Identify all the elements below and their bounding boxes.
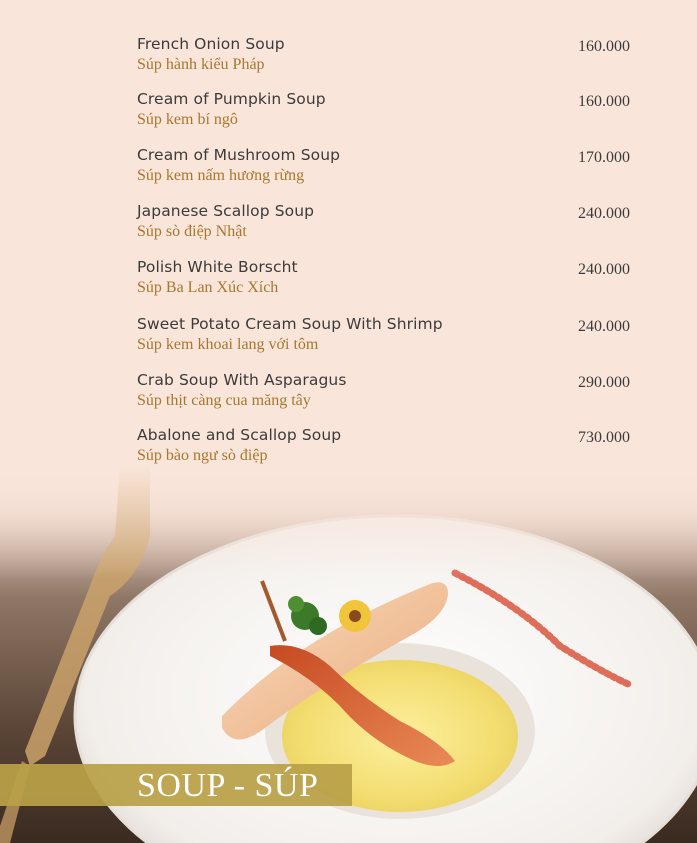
dish-name-vietnamese: Súp kem nấm hương rừng: [137, 167, 305, 184]
dish-price: 240.000: [578, 318, 630, 335]
dish-name-english: Sweet Potato Cream Soup With Shrimp: [137, 315, 443, 333]
section-title: SOUP - SÚP: [137, 767, 319, 804]
dish-name-english: Abalone and Scallop Soup: [137, 426, 342, 444]
menu-item: [0, 146, 697, 196]
menu-item: [0, 90, 697, 140]
dish-name-english: Cream of Pumpkin Soup: [137, 90, 326, 108]
dish-name-english: Crab Soup With Asparagus: [137, 371, 347, 389]
menu-item: [0, 371, 697, 421]
dish-name-vietnamese: Súp sò điệp Nhật: [137, 223, 247, 240]
dish-name-vietnamese: Súp kem khoai lang với tôm: [137, 336, 319, 353]
dish-price: 170.000: [578, 149, 630, 166]
dish-price: 160.000: [578, 38, 630, 55]
dish-name-vietnamese: Súp kem bí ngô: [137, 111, 238, 128]
dish-name-english: Polish White Borscht: [137, 258, 298, 276]
dish-name-vietnamese: Súp Ba Lan Xúc Xích: [137, 279, 279, 296]
dish-name-vietnamese: Súp bào ngư sò điệp: [137, 447, 268, 464]
dish-price: 240.000: [578, 205, 630, 222]
menu-item: [0, 202, 697, 252]
dish-price: 160.000: [578, 93, 630, 110]
dish-price: 290.000: [578, 374, 630, 391]
menu-item: [0, 315, 697, 365]
menu-item: [0, 258, 697, 308]
dish-name-english: Japanese Scallop Soup: [137, 202, 315, 220]
dish-name-english: French Onion Soup: [137, 35, 285, 53]
dish-name-english: Cream of Mushroom Soup: [137, 146, 341, 164]
dish-name-vietnamese: Súp thịt càng cua măng tây: [137, 392, 311, 409]
menu-item: [0, 35, 697, 85]
dish-price: 240.000: [578, 261, 630, 278]
dish-price: 730.000: [578, 429, 630, 446]
dish-name-vietnamese: Súp hành kiểu Pháp: [137, 56, 265, 73]
section-banner: [0, 764, 352, 806]
